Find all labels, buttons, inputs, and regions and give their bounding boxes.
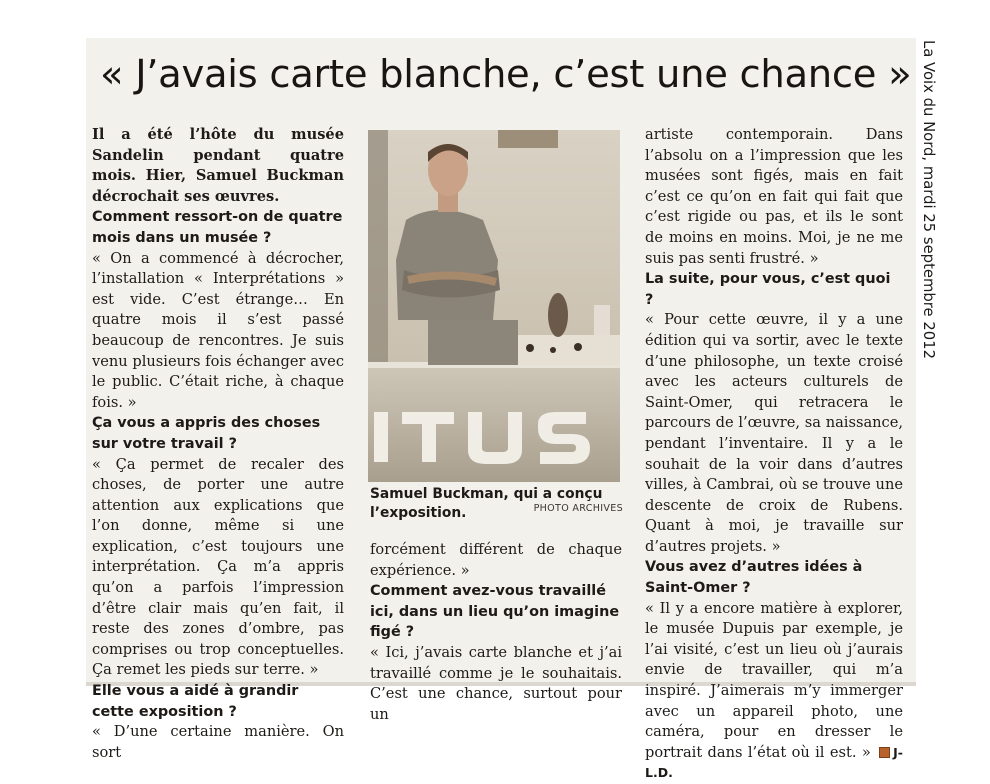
answer-4-part-2: artiste contemporain. Dans l’absolu on a l’impression que les musées sont figés, mais en fait c’est ce qu’on en fait qui fait que c’est rigide ou pas, et ils le sont de moins en moins. Moi, je ne me suis pas senti frustré. »	[645, 126, 903, 267]
signature-square-icon	[879, 747, 890, 758]
portrait-photo	[368, 130, 620, 482]
photo-caption: Samuel Buckman, qui a conçu l’exposition.	[370, 486, 603, 521]
source-text: La Voix du Nord, mardi 25 septembre 2012	[920, 40, 937, 360]
author-signature: J-L.D.	[645, 744, 903, 781]
photo-illustration	[368, 130, 620, 482]
answer-3-part-2: forcément différent de chaque expérience. »	[370, 541, 622, 579]
question-5: La suite, pour vous, c’est quoi ?	[645, 271, 891, 308]
article-headline: « J’avais carte blanche, c’est une chance »	[100, 52, 912, 97]
question-3: Elle vous a aidé à grandir cette exposition ?	[92, 683, 299, 720]
question-1: Comment ressort-on de quatre mois dans un musée ?	[92, 209, 343, 246]
answer-3-part-1: « D’une certaine manière. On sort	[92, 723, 344, 761]
answer-2: « Ça permet de recaler des choses, de porter une autre attention aux explications que l’on donne, même si une explication, c’est toujours une interprétation. Ça m’a appris qu’on a parfois l’impression d’être clair mais qu’en fait, il reste des zones d’ombre, pas comprises ou trop conceptuelles. Ça remet les pieds sur terre. »	[92, 455, 344, 679]
answer-4-part-1: « Ici, j’avais carte blanche et j’ai travaillé comme je le souhaitais. C’est une chance, surtout pour un	[370, 643, 622, 723]
question-2: Ça vous a appris des choses sur votre travail ?	[92, 415, 321, 452]
question-6: Vous avez d’autres idées à Saint-Omer ?	[645, 559, 863, 597]
answer-1: « On a commencé à décrocher, l’installation « Interprétations » est vide. C’est étrange… En quatre mois il s’est passé beaucoup de rencontres. Je suis venu plusieurs fois échanger avec le public. C’était riche, à chaque fois. »	[92, 249, 344, 411]
answer-6-text: « Il y a encore matière à explorer, le musée Dupuis par exemple, je l’ai visité, c’est un lieu où j’aurais envie de travailler, qui m’a inspiré. J’aimerais m’y immerger avec un appareil photo, une caméra, pour en dresser le portrait dans l’état où il est. »	[645, 599, 903, 761]
question-4: Comment avez-vous travaillé ici, dans un lieu qu’on imagine figé ?	[370, 583, 620, 641]
answer-6	[645, 599, 903, 784]
article-column-1	[92, 125, 344, 763]
article-column-3	[645, 125, 903, 784]
article-column-2	[370, 540, 622, 725]
article-lead: Il a été l’hôte du musée Sandelin pendant quatre mois. Hier, Samuel Buckman décrochait ses œuvres.	[92, 126, 344, 205]
source-sideline	[917, 38, 942, 378]
answer-5: « Pour cette œuvre, il y a une édition qui va sortir, avec le texte d’une philosophe, un texte croisé avec les acteurs culturels de Saint-Omer, qui retracera le parcours de l’œuvre, sa naissance, pendant l’inventaire. Il y a le souhait de la voir dans d’autres villes, à Cambrai, où se trouve une descente de croix de Rubens. Quant à moi, je travaille sur d’autres projets. »	[645, 311, 903, 555]
photo-credit: PHOTO ARCHIVES	[533, 503, 623, 514]
